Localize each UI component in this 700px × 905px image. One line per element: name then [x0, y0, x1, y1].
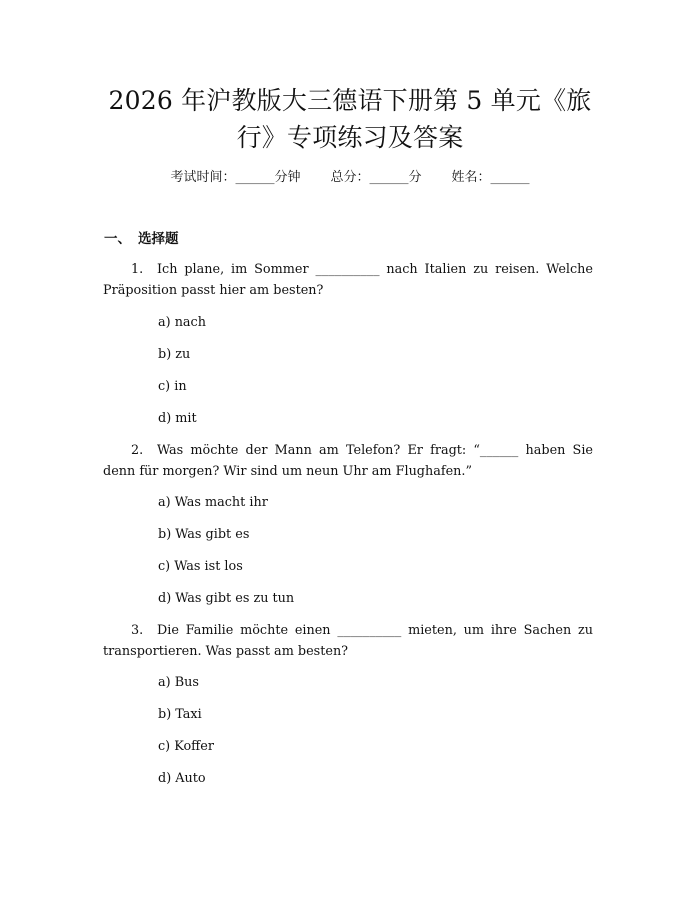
question-1-option-a: a) nach [158, 315, 206, 330]
question-2-option-b: b) Was gibt es [158, 527, 250, 542]
question-3-option-b: b) Taxi [158, 707, 202, 722]
question-number: 3. [131, 623, 144, 638]
question-3-option-d: d) Auto [158, 771, 206, 786]
question-2-option-a: a) Was macht ihr [158, 495, 268, 510]
question-text: Was möchte der Mann am Telefon? Er fragt: “______ haben Sie denn für morgen? Wir sind um neun Uhr am Flughafen.” [103, 443, 593, 479]
section-heading [104, 229, 179, 249]
section-title: 选择题 [138, 231, 179, 247]
question-3 [103, 620, 593, 662]
question-3-option-c: c) Koffer [158, 739, 214, 754]
document-title: 2026 年沪教版大三德语下册第 5 单元《旅行》专项练习及答案 [108, 86, 592, 152]
question-2-option-d: d) Was gibt es zu tun [158, 591, 295, 606]
question-text: Die Familie möchte einen __________ mieten, um ihre Sachen zu transportieren. Was passt am besten? [103, 623, 593, 659]
question-number: 1. [131, 262, 144, 277]
question-text: Ich plane, im Sommer __________ nach Italien zu reisen. Welche Präposition passt hier am besten? [103, 262, 593, 298]
question-number: 2. [131, 443, 144, 458]
student-name-label: 姓名：______ [451, 170, 530, 185]
section-number: 一、 [104, 231, 131, 247]
question-3-option-a: a) Bus [158, 675, 199, 690]
question-1 [103, 259, 593, 301]
question-2 [103, 440, 593, 482]
question-1-option-d: d) mit [158, 411, 197, 426]
question-1-option-b: b) zu [158, 347, 191, 362]
exam-meta [0, 168, 700, 188]
question-2-option-c: c) Was ist los [158, 559, 243, 574]
total-score-label: 总分：______分 [330, 170, 422, 185]
exam-time-label: 考试时间：______分钟 [170, 170, 301, 185]
question-1-option-c: c) in [158, 379, 187, 394]
